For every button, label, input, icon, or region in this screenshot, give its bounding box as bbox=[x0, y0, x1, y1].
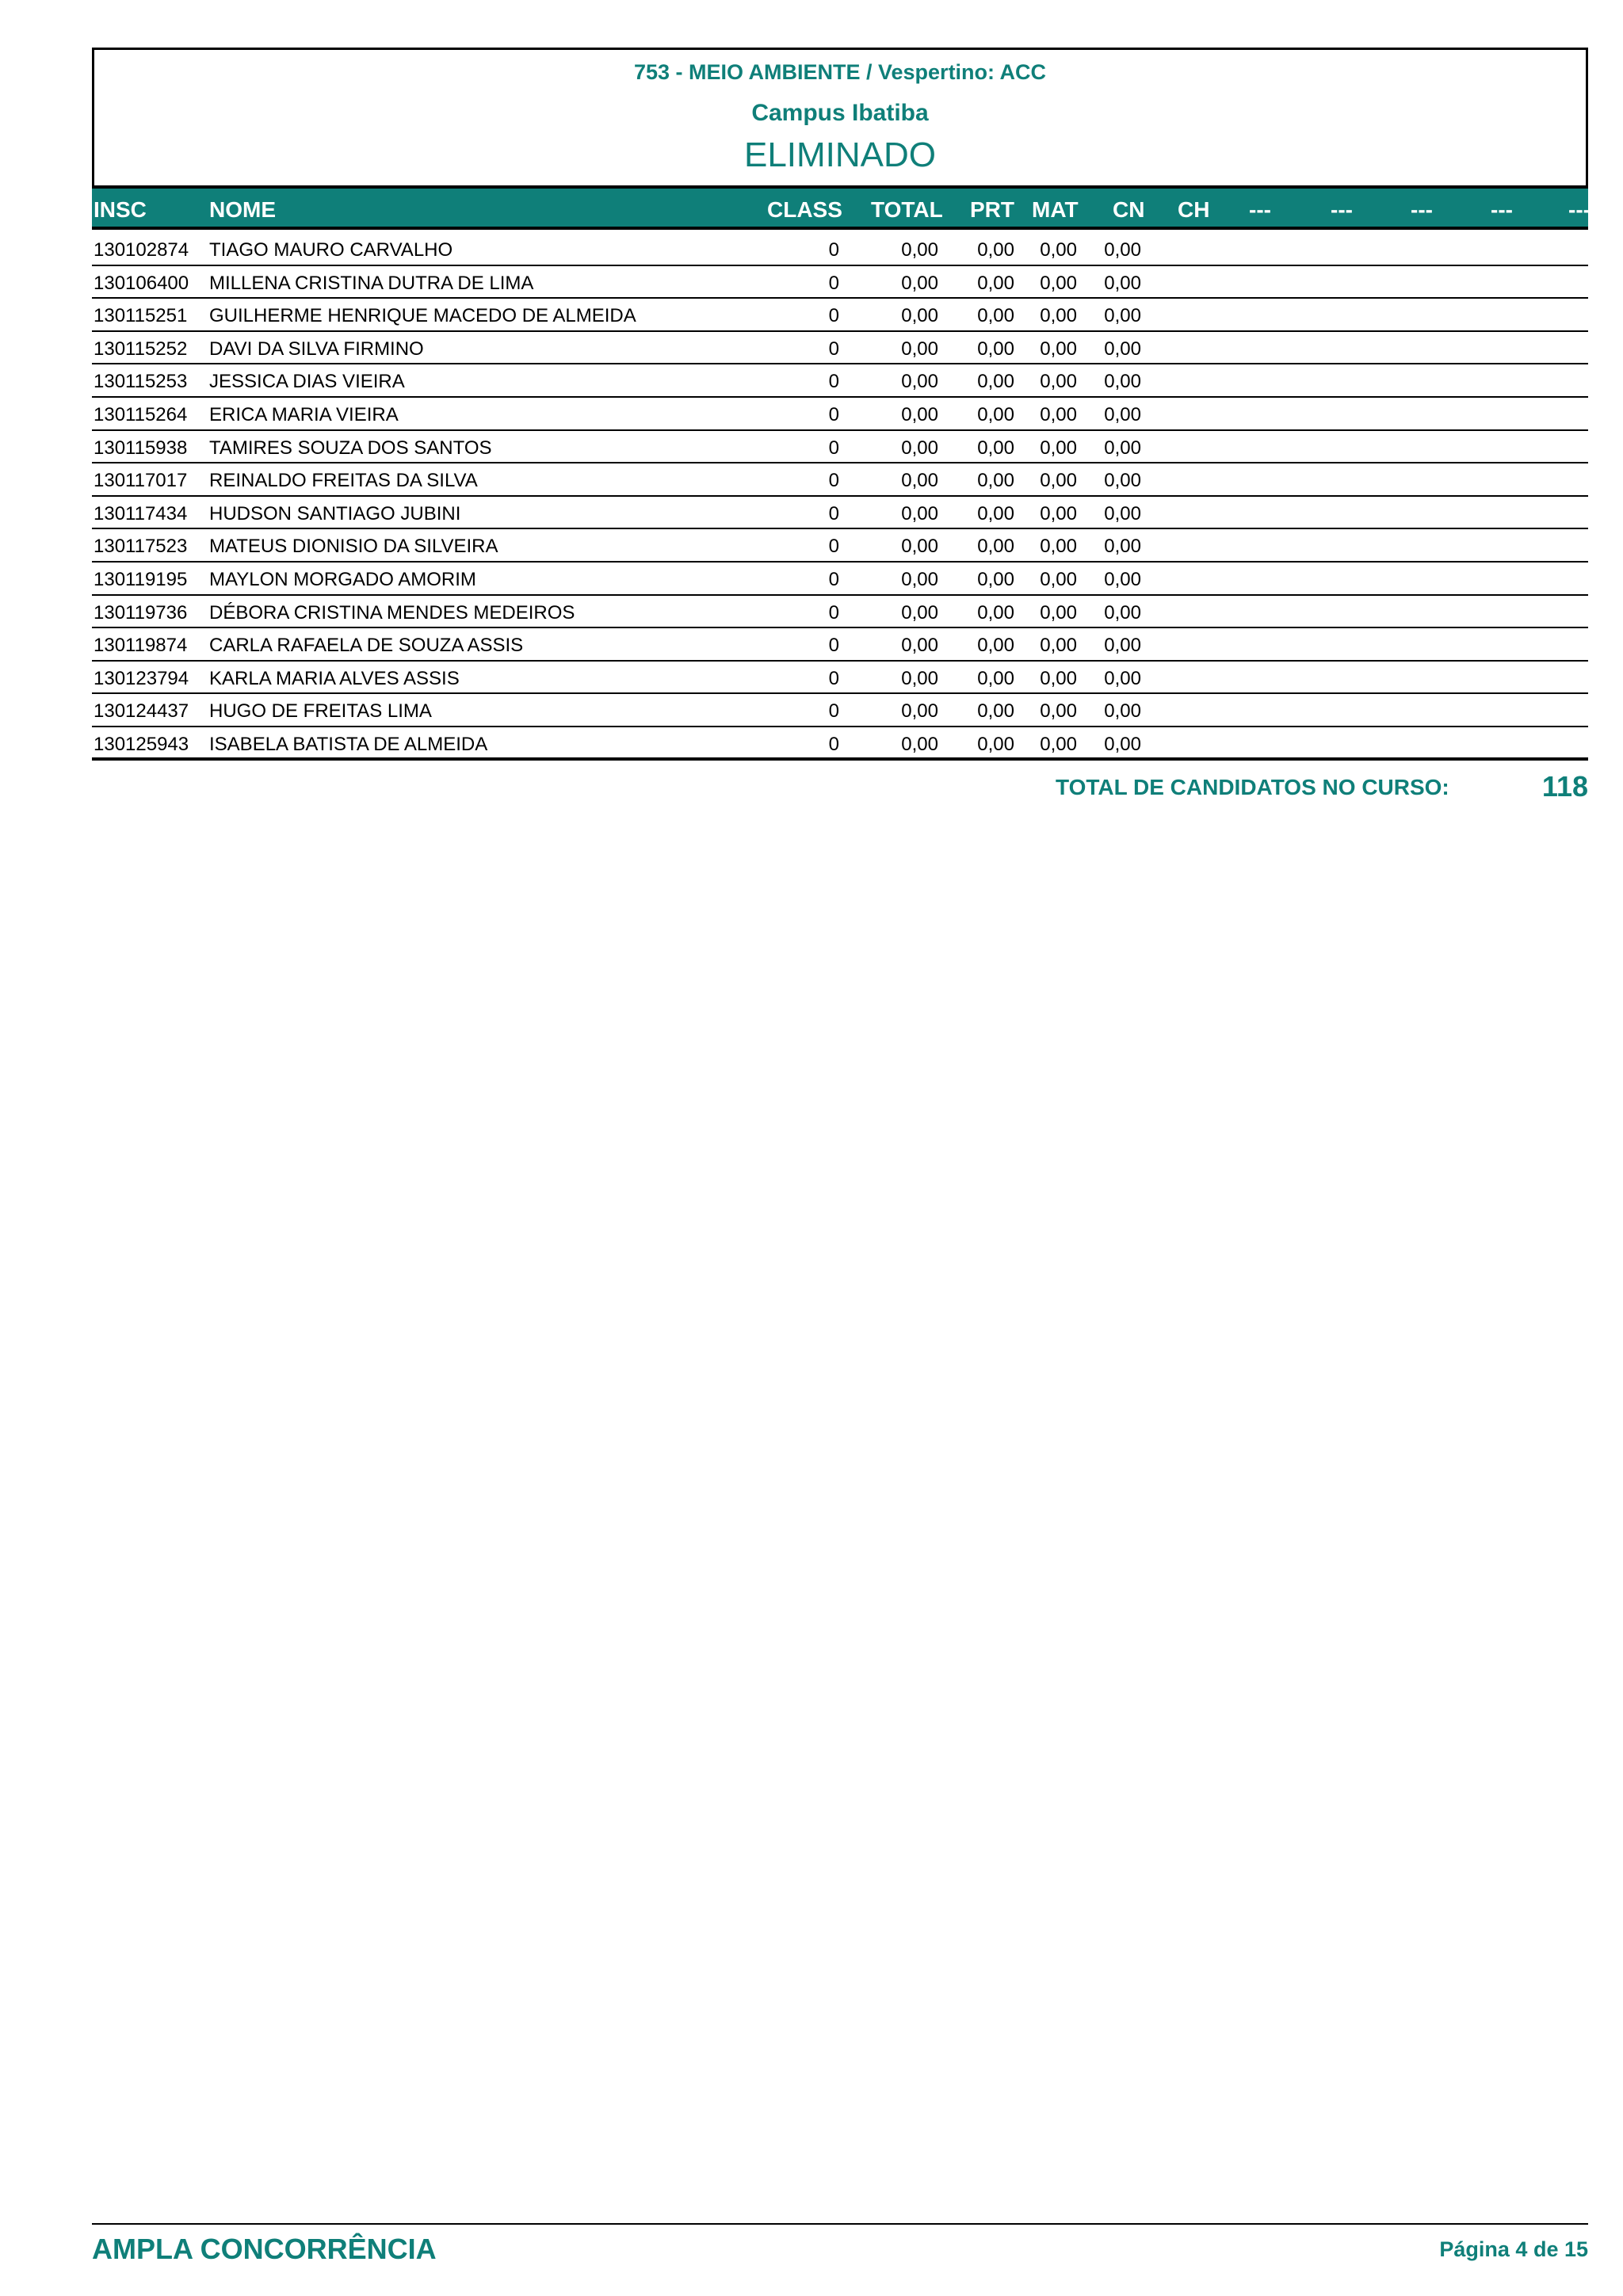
cell-nome: JESSICA DIAS VIEIRA bbox=[209, 371, 405, 393]
cell-class: 0 bbox=[828, 470, 839, 492]
table-header bbox=[92, 185, 1591, 230]
cell-class: 0 bbox=[828, 305, 839, 327]
cell-insc: 130117017 bbox=[94, 470, 188, 492]
cell-total: 0,00 bbox=[901, 338, 938, 360]
candidate-table bbox=[92, 233, 1588, 761]
cell-class: 0 bbox=[828, 371, 839, 393]
cell-cn: 0,00 bbox=[1104, 568, 1141, 590]
cell-total: 0,00 bbox=[901, 239, 938, 261]
cell-cn: 0,00 bbox=[1104, 305, 1141, 327]
cell-mat: 0,00 bbox=[1040, 338, 1077, 360]
cell-total: 0,00 bbox=[901, 667, 938, 689]
cell-nome: REINALDO FREITAS DA SILVA bbox=[209, 470, 478, 492]
cell-cn: 0,00 bbox=[1104, 371, 1141, 393]
cell-nome: HUGO DE FREITAS LIMA bbox=[209, 700, 432, 723]
cell-prt: 0,00 bbox=[977, 667, 1014, 689]
total-candidates-value: 118 bbox=[1541, 770, 1588, 803]
table-row bbox=[92, 299, 1588, 332]
table-row bbox=[92, 332, 1588, 365]
cell-total: 0,00 bbox=[901, 536, 938, 558]
cell-cn: 0,00 bbox=[1104, 239, 1141, 261]
cell-mat: 0,00 bbox=[1040, 667, 1077, 689]
cell-total: 0,00 bbox=[901, 371, 938, 393]
cell-insc: 130115253 bbox=[94, 371, 188, 393]
total-candidates-label: TOTAL DE CANDIDATOS NO CURSO: bbox=[1056, 775, 1449, 799]
cell-insc: 130115252 bbox=[94, 338, 188, 360]
cell-mat: 0,00 bbox=[1040, 272, 1077, 294]
cell-insc: 130123794 bbox=[94, 667, 189, 689]
cell-cn: 0,00 bbox=[1104, 470, 1141, 492]
cell-cn: 0,00 bbox=[1104, 272, 1141, 294]
cell-nome: KARLA MARIA ALVES ASSIS bbox=[209, 667, 460, 689]
cell-prt: 0,00 bbox=[977, 272, 1014, 294]
table-row bbox=[92, 497, 1588, 530]
cell-class: 0 bbox=[828, 502, 839, 524]
column-header-blank-3: --- bbox=[1411, 197, 1433, 222]
cell-prt: 0,00 bbox=[977, 403, 1014, 425]
cell-mat: 0,00 bbox=[1040, 437, 1077, 459]
column-header-class: CLASS bbox=[767, 197, 842, 222]
cell-insc: 130102874 bbox=[94, 239, 189, 261]
cell-total: 0,00 bbox=[901, 437, 938, 459]
cell-cn: 0,00 bbox=[1104, 635, 1141, 657]
table-row bbox=[92, 727, 1588, 761]
cell-prt: 0,00 bbox=[977, 239, 1014, 261]
cell-prt: 0,00 bbox=[977, 305, 1014, 327]
cell-insc: 130106400 bbox=[94, 272, 189, 294]
cell-insc: 130115938 bbox=[94, 437, 188, 459]
cell-nome: DÉBORA CRISTINA MENDES MEDEIROS bbox=[209, 601, 575, 624]
cell-mat: 0,00 bbox=[1040, 700, 1077, 723]
cell-insc: 130117523 bbox=[94, 536, 188, 558]
cell-class: 0 bbox=[828, 635, 839, 657]
table-row bbox=[92, 563, 1588, 596]
cell-mat: 0,00 bbox=[1040, 601, 1077, 624]
cell-class: 0 bbox=[828, 700, 839, 723]
cell-mat: 0,00 bbox=[1040, 568, 1077, 590]
cell-class: 0 bbox=[828, 338, 839, 360]
column-header-blank-1: --- bbox=[1249, 197, 1271, 222]
cell-cn: 0,00 bbox=[1104, 536, 1141, 558]
cell-total: 0,00 bbox=[901, 568, 938, 590]
table-row bbox=[92, 596, 1588, 629]
column-header-insc: INSC bbox=[94, 197, 147, 222]
table-row bbox=[92, 694, 1588, 727]
cell-mat: 0,00 bbox=[1040, 305, 1077, 327]
page-number: Página 4 de 15 bbox=[1439, 2237, 1588, 2261]
cell-mat: 0,00 bbox=[1040, 635, 1077, 657]
report-header bbox=[92, 48, 1588, 185]
cell-total: 0,00 bbox=[901, 502, 938, 524]
cell-nome: ERICA MARIA VIEIRA bbox=[209, 403, 399, 425]
cell-prt: 0,00 bbox=[977, 601, 1014, 624]
table-row bbox=[92, 662, 1588, 695]
cell-prt: 0,00 bbox=[977, 700, 1014, 723]
cell-nome: DAVI DA SILVA FIRMINO bbox=[209, 338, 424, 360]
column-header-blank-2: --- bbox=[1331, 197, 1353, 222]
cell-prt: 0,00 bbox=[977, 437, 1014, 459]
table-row bbox=[92, 628, 1588, 662]
cell-prt: 0,00 bbox=[977, 635, 1014, 657]
column-header-blank-4: --- bbox=[1491, 197, 1513, 222]
cell-prt: 0,00 bbox=[977, 470, 1014, 492]
cell-mat: 0,00 bbox=[1040, 470, 1077, 492]
column-header-mat: MAT bbox=[1032, 197, 1079, 222]
cell-class: 0 bbox=[828, 536, 839, 558]
cell-cn: 0,00 bbox=[1104, 733, 1141, 755]
cell-nome: TAMIRES SOUZA DOS SANTOS bbox=[209, 437, 492, 459]
cell-prt: 0,00 bbox=[977, 338, 1014, 360]
cell-cn: 0,00 bbox=[1104, 403, 1141, 425]
cell-mat: 0,00 bbox=[1040, 502, 1077, 524]
cell-class: 0 bbox=[828, 403, 839, 425]
table-row bbox=[92, 398, 1588, 431]
cell-total: 0,00 bbox=[901, 272, 938, 294]
cell-cn: 0,00 bbox=[1104, 502, 1141, 524]
cell-mat: 0,00 bbox=[1040, 403, 1077, 425]
cell-nome: GUILHERME HENRIQUE MACEDO DE ALMEIDA bbox=[209, 305, 636, 327]
cell-total: 0,00 bbox=[901, 403, 938, 425]
cell-prt: 0,00 bbox=[977, 568, 1014, 590]
table-row bbox=[92, 364, 1588, 398]
cell-class: 0 bbox=[828, 601, 839, 624]
cell-class: 0 bbox=[828, 239, 839, 261]
column-header-blank-5: --- bbox=[1568, 197, 1591, 222]
cell-nome: ISABELA BATISTA DE ALMEIDA bbox=[209, 733, 488, 755]
cell-total: 0,00 bbox=[901, 601, 938, 624]
cell-mat: 0,00 bbox=[1040, 733, 1077, 755]
cell-total: 0,00 bbox=[901, 470, 938, 492]
cell-cn: 0,00 bbox=[1104, 667, 1141, 689]
cell-class: 0 bbox=[828, 667, 839, 689]
cell-insc: 130119874 bbox=[94, 635, 188, 657]
cell-insc: 130119195 bbox=[94, 568, 188, 590]
course-title: 753 - MEIO AMBIENTE / Vespertino: ACC bbox=[633, 60, 1047, 84]
cell-total: 0,00 bbox=[901, 700, 938, 723]
table-row bbox=[92, 529, 1588, 563]
cell-nome: MILLENA CRISTINA DUTRA DE LIMA bbox=[209, 272, 534, 294]
cell-nome: HUDSON SANTIAGO JUBINI bbox=[209, 502, 461, 524]
cell-nome: MAYLON MORGADO AMORIM bbox=[209, 568, 476, 590]
cell-insc: 130119736 bbox=[94, 601, 188, 624]
cell-insc: 130115264 bbox=[94, 403, 188, 425]
footer-divider bbox=[92, 2223, 1588, 2225]
column-header-nome: NOME bbox=[209, 197, 276, 222]
cell-class: 0 bbox=[828, 568, 839, 590]
cell-cn: 0,00 bbox=[1104, 700, 1141, 723]
cell-cn: 0,00 bbox=[1104, 437, 1141, 459]
table-row bbox=[92, 233, 1588, 266]
cell-mat: 0,00 bbox=[1040, 536, 1077, 558]
table-row bbox=[92, 463, 1588, 497]
cell-insc: 130115251 bbox=[94, 305, 188, 327]
column-header-total: TOTAL bbox=[871, 197, 943, 222]
cell-nome: MATEUS DIONISIO DA SILVEIRA bbox=[209, 536, 498, 558]
column-header-prt: PRT bbox=[970, 197, 1014, 222]
cell-mat: 0,00 bbox=[1040, 371, 1077, 393]
cell-class: 0 bbox=[828, 733, 839, 755]
table-row bbox=[92, 431, 1588, 464]
cell-insc: 130125943 bbox=[94, 733, 189, 755]
cell-prt: 0,00 bbox=[977, 536, 1014, 558]
campus-title: Campus Ibatiba bbox=[751, 100, 929, 126]
status-title: ELIMINADO bbox=[743, 135, 937, 174]
cell-insc: 130124437 bbox=[94, 700, 189, 723]
cell-class: 0 bbox=[828, 437, 839, 459]
cell-nome: CARLA RAFAELA DE SOUZA ASSIS bbox=[209, 635, 524, 657]
cell-cn: 0,00 bbox=[1104, 338, 1141, 360]
cell-class: 0 bbox=[828, 272, 839, 294]
column-header-cn: CN bbox=[1113, 197, 1145, 222]
cell-mat: 0,00 bbox=[1040, 239, 1077, 261]
cell-total: 0,00 bbox=[901, 305, 938, 327]
table-row bbox=[92, 266, 1588, 299]
footer-category: AMPLA CONCORRÊNCIA bbox=[92, 2233, 437, 2265]
cell-prt: 0,00 bbox=[977, 371, 1014, 393]
cell-prt: 0,00 bbox=[977, 733, 1014, 755]
cell-total: 0,00 bbox=[901, 733, 938, 755]
cell-prt: 0,00 bbox=[977, 502, 1014, 524]
cell-cn: 0,00 bbox=[1104, 601, 1141, 624]
cell-insc: 130117434 bbox=[94, 502, 188, 524]
cell-nome: TIAGO MAURO CARVALHO bbox=[209, 239, 453, 261]
column-header-ch: CH bbox=[1178, 197, 1210, 222]
cell-total: 0,00 bbox=[901, 635, 938, 657]
